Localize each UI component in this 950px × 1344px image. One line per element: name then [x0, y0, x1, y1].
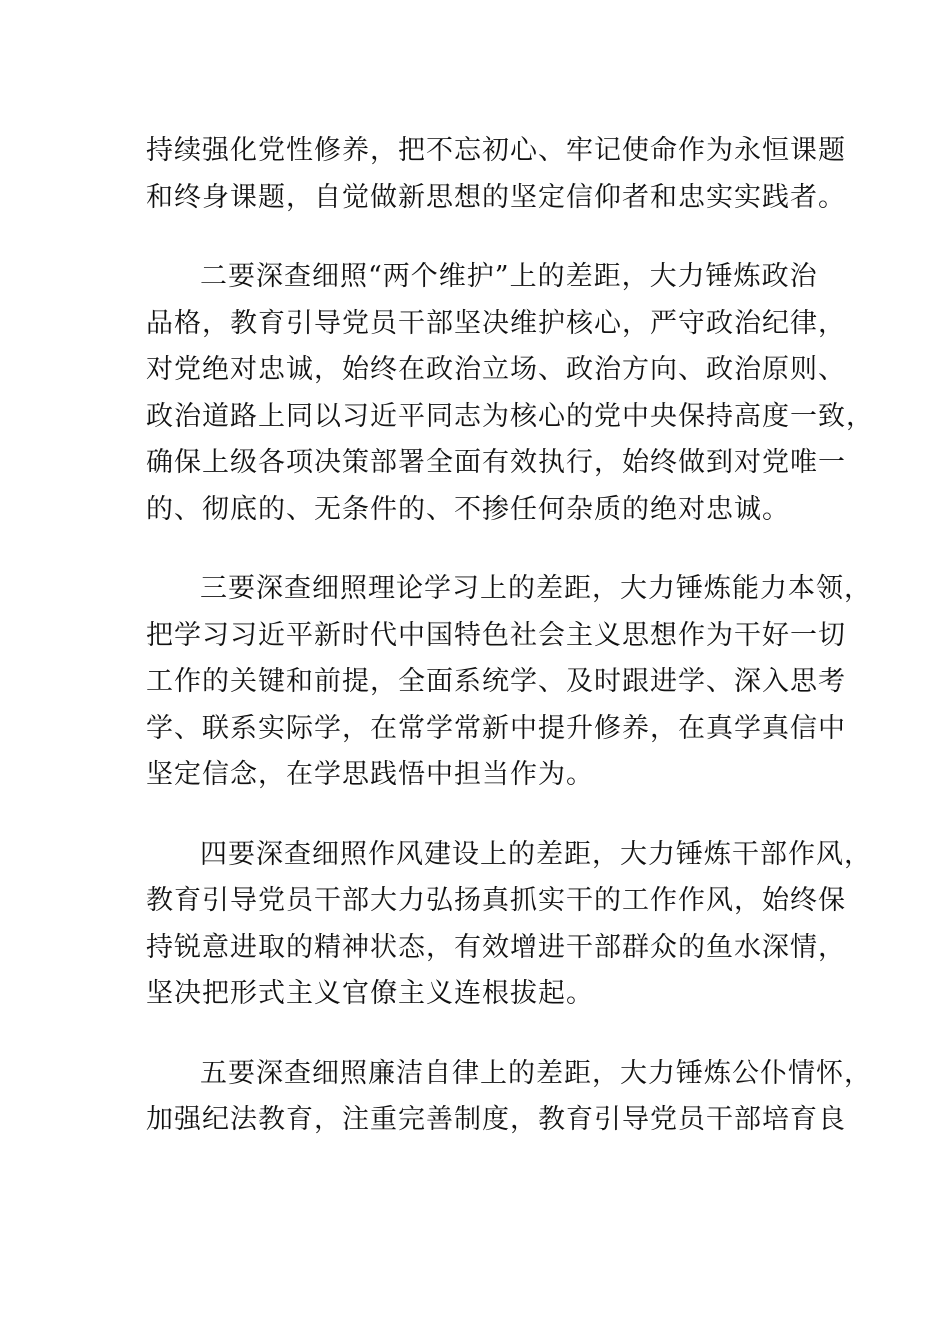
paragraph-3 [146, 566, 872, 799]
text-line: 和终身课题，自觉做新思想的坚定信仰者和忠实实践者。 [146, 181, 846, 213]
text-line: 品格，教育引导党员干部坚决维护核心，严守政治纪律， [146, 307, 846, 339]
text-line: 学、联系实际学，在常学常新中提升修养，在真学真信中 [146, 712, 846, 744]
text-line: 把学习习近平新时代中国特色社会主义思想作为干好一切 [146, 619, 846, 651]
text-line: 的、彻底的、无条件的、不掺任何杂质的绝对忠诚。 [146, 493, 790, 525]
text-line: 二要深查细照“两个维护”上的差距，大力锤炼政治 [200, 261, 818, 292]
text-line: 政治道路上同以习近平同志为核心的党中央保持高度一致， [146, 400, 874, 432]
document-body [146, 128, 874, 1177]
paragraph-5 [146, 1051, 872, 1144]
paragraph-2 [146, 254, 874, 533]
text-line: 工作的关键和前提，全面系统学、及时跟进学、深入思考 [146, 666, 846, 697]
text-line: 四要深查细照作风建设上的差距，大力锤炼干部作风， [200, 838, 872, 870]
text-line: 三要深查细照理论学习上的差距，大力锤炼能力本领， [200, 573, 872, 604]
text-line: 坚定信念，在学思践悟中担当作为。 [146, 759, 594, 790]
text-line: 坚决把形式主义官僚主义连根拔起。 [146, 978, 594, 1009]
text-line: 对党绝对忠诚，始终在政治立场、政治方向、政治原则、 [146, 354, 846, 385]
paragraph-1 [146, 128, 846, 221]
text-line: 持锐意进取的精神状态，有效增进干部群众的鱼水深情， [146, 931, 846, 963]
paragraph-4 [146, 832, 872, 1018]
text-line: 确保上级各项决策部署全面有效执行，始终做到对党唯一 [146, 447, 846, 478]
text-line: 持续强化党性修养，把不忘初心、牢记使命作为永恒课题 [146, 135, 846, 166]
text-line: 五要深查细照廉洁自律上的差距，大力锤炼公仆情怀， [200, 1057, 872, 1089]
text-line: 教育引导党员干部大力弘扬真抓实干的工作作风，始终保 [146, 885, 846, 916]
text-line: 加强纪法教育，注重完善制度，教育引导党员干部培育良 [146, 1104, 846, 1135]
